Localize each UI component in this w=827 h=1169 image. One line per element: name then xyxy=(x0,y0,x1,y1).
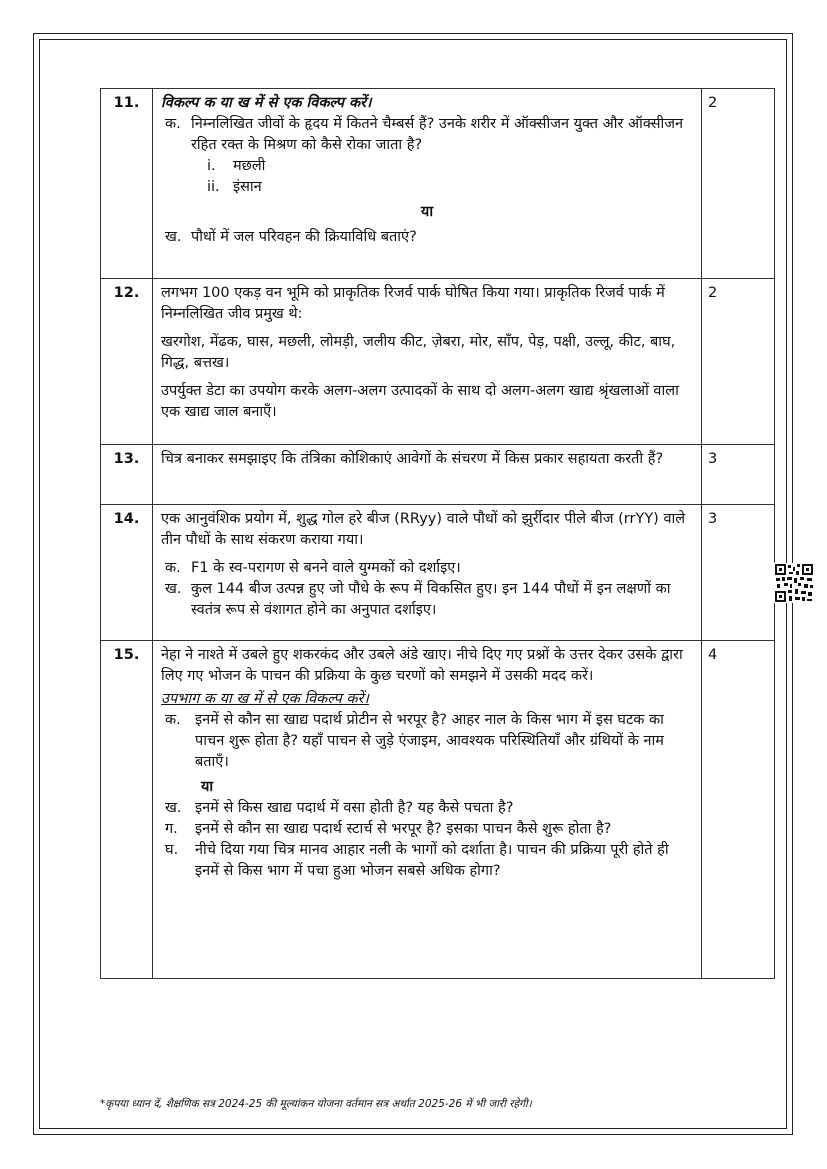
question-number: 11. xyxy=(101,89,153,279)
question-paragraph: खरगोश, मेंढक, घास, मछली, लोमड़ी, जलीय कीट, ज़ेबरा, मोर, साँप, पेड़, पक्षी, उल्लू, कीट, बाघ, गिद्ध, बत्तख। xyxy=(161,334,676,372)
or-separator: या xyxy=(420,204,434,221)
question-body xyxy=(153,445,702,505)
question-number: 15. xyxy=(101,641,153,979)
sub-item: ii. इंसान xyxy=(207,179,262,196)
question-marks: 4 xyxy=(702,641,775,979)
choice-instruction: विकल्प क या ख में से एक विकल्प करें। xyxy=(161,95,372,111)
option-ga: ग. इनमें से कौन सा खाद्य पदार्थ स्टार्च से भरपूर है? इसका पाचन कैसे शुरू होता है? xyxy=(165,821,612,838)
question-number: 13. xyxy=(101,445,153,505)
question-row-14 xyxy=(101,505,775,641)
option-kha: ख. इनमें से किस खाद्य पदार्थ में वसा होती है? यह कैसे पचता है? xyxy=(165,800,514,817)
option-ka: क. इनमें से कौन सा खाद्य पदार्थ प्रोटीन से भरपूर है? आहर नाल के किस भाग में इस घटक का पाचन शुरू होता है? यहाँ पाचन से जुड़े एंजाइम, आवश्यक परिस्थितियाँ और ग्रंथियों के नाम बताएँ। xyxy=(165,712,664,771)
question-paragraph: लगभग 100 एकड़ वन भूमि को प्राकृतिक रिजर्व पार्क घोषित किया गया। प्राकृतिक रिजर्व पार्क में निम्नलिखित जीव प्रमुख थे: xyxy=(161,285,665,323)
question-body xyxy=(153,505,702,641)
question-row-11 xyxy=(101,89,775,279)
question-body xyxy=(153,279,702,445)
question-body xyxy=(153,641,702,979)
footnote: *कृपया ध्यान दें, शैक्षणिक सत्र 2024-25 की मूल्यांकन योजना वर्तमान सत्र अर्थात 2025-26 में भी जारी रहेगी। xyxy=(100,1098,532,1110)
question-row-15 xyxy=(101,641,775,979)
qr-code-icon xyxy=(774,563,814,607)
choice-instruction: उपभाग क या ख में से एक विकल्प करें। xyxy=(161,691,369,708)
question-marks: 2 xyxy=(702,89,775,279)
question-text: चित्र बनाकर समझाइए कि तंत्रिका कोशिकाएं आवेगों के संचरण में किस प्रकार सहायता करती हैं? xyxy=(161,451,664,467)
question-number: 14. xyxy=(101,505,153,641)
question-row-12 xyxy=(101,279,775,445)
or-separator: या xyxy=(201,779,214,796)
option-gha: घ. नीचे दिया गया चित्र मानव आहार नली के भागों को दर्शाता है। पाचन की प्रक्रिया पूरी होते ही इनमें से किस भाग में पचा हुआ भोजन सबसे अधिक होगा? xyxy=(165,842,669,880)
question-intro: एक आनुवंशिक प्रयोग में, शुद्ध गोल हरे बीज (RRyy) वाले पौधों को झुर्रीदार पीले बीज (rrYY) वाले तीन पौधों के साथ संकरण कराया गया। xyxy=(161,511,686,549)
question-body xyxy=(153,89,702,279)
option-kha: ख. पौधों में जल परिवहन की क्रियाविधि बताएं? xyxy=(165,229,417,246)
sub-item: i. मछली xyxy=(207,158,266,175)
question-paragraph: उपर्युक्त डेटा का उपयोग करके अलग-अलग उत्पादकों के साथ दो अलग-अलग खाद्य श्रृंखलाओं वाला एक खाद्य जाल बनाएँ। xyxy=(161,383,679,421)
question-marks: 3 xyxy=(702,505,775,641)
question-intro: नेहा ने नाश्ते में उबले हुए शकरकंद और उबले अंडे खाए। नीचे दिए गए प्रश्नों के उत्तर देकर उसके द्वारा लिए गए भोजन के पाचन की प्रक्रिया के कुछ चरणों को समझने में उसकी मदद करें। xyxy=(161,647,683,685)
option-ka: क. F1 के स्व-परागण से बनने वाले युग्मकों को दर्शाइए। xyxy=(165,560,461,577)
option-kha: ख. कुल 144 बीज उत्पन्न हुए जो पौधे के रूप में विकसित हुए। इन 144 पौधों में इन लक्षणों का स्वतंत्र रूप से वंशागत होने का अनुपात दर्शाइए। xyxy=(165,581,671,619)
question-row-13 xyxy=(101,445,775,505)
question-number: 12. xyxy=(101,279,153,445)
question-marks: 2 xyxy=(702,279,775,445)
option-ka: क. निम्नलिखित जीवों के हृदय में कितने चैम्बर्स हैं? उनके शरीर में ऑक्सीजन युक्त और ऑक्सीजन रहित रक्त के मिश्रण को कैसे रोका जाता है? xyxy=(165,116,684,154)
question-marks: 3 xyxy=(702,445,775,505)
question-table xyxy=(100,88,775,979)
